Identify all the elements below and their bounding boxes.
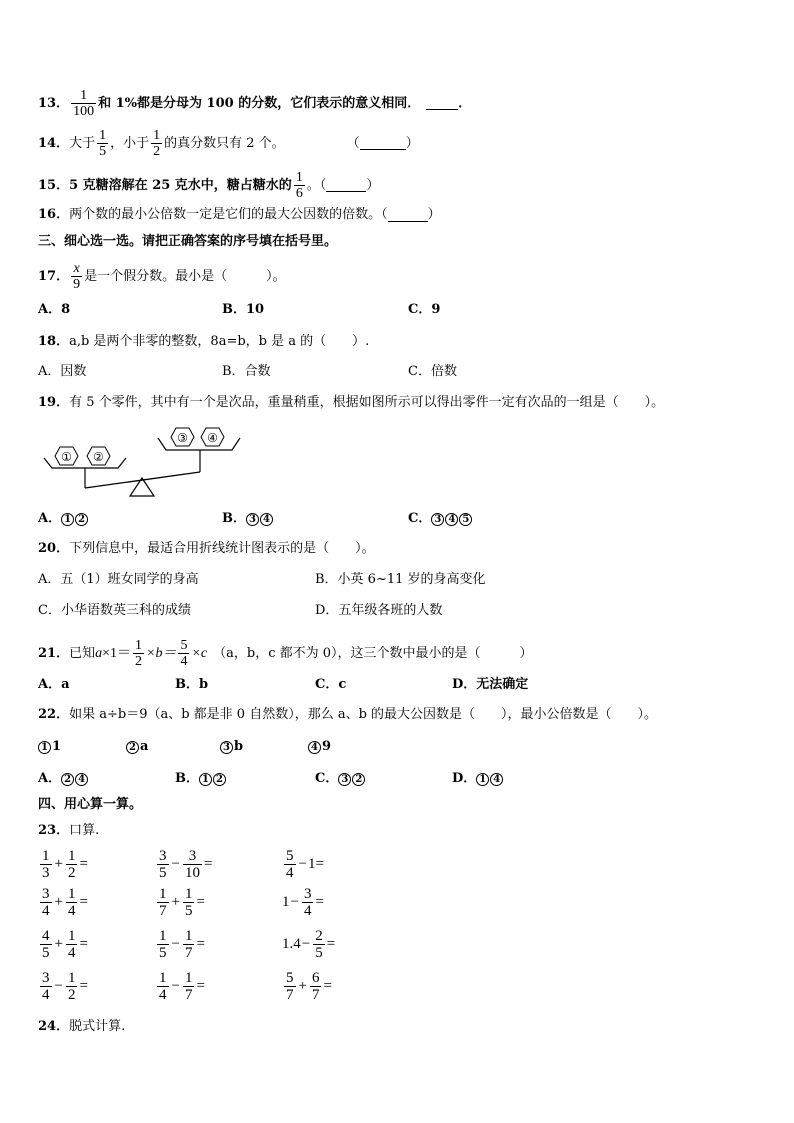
choice-4: 4 9 — [308, 738, 331, 756]
question-number: 20． — [38, 541, 70, 556]
section-heading-3: 三、细心选一选。请把正确答案的序号填在括号里。 — [38, 234, 338, 249]
answer-blank[interactable] — [388, 209, 428, 222]
choice-3: 3 b — [220, 738, 243, 756]
question-number: 22． — [38, 707, 70, 722]
calc-item: $\frac{5}{7}$ + $\frac{6}{7}$ = — [286, 970, 332, 1003]
question-number: 18． — [38, 334, 70, 349]
option-c[interactable]: C．9 — [408, 302, 441, 317]
fraction: $\frac{1}{4}$ — [159, 970, 167, 1003]
fraction: $\frac{1}{7}$ — [184, 970, 193, 1003]
option-c[interactable]: C． 3 2 — [315, 770, 366, 788]
calc-item: $\frac{4}{5}$ + $\frac{1}{4}$ = — [42, 928, 88, 961]
choice-2: 2 a — [126, 738, 148, 756]
option-a[interactable]: A．a — [38, 677, 70, 692]
fraction: $\frac{1}{2}$ — [153, 128, 161, 159]
question-number: 23． — [38, 823, 70, 838]
question-number: 15． — [38, 177, 70, 193]
option-b[interactable]: B． 3 4 — [222, 510, 274, 528]
fraction: $\frac{x}{9}$ — [73, 261, 81, 292]
fraction: $\frac{1}{7}$ — [159, 886, 167, 919]
option-a[interactable]: A． 1 2 — [38, 510, 89, 528]
option-d[interactable]: D． 1 4 — [452, 770, 504, 788]
question-20 — [38, 540, 375, 558]
fraction: $\frac{1}{3}$ — [42, 848, 50, 881]
answer-blank[interactable] — [426, 97, 458, 110]
part-1-label: ① — [61, 450, 72, 464]
calc-item: $\frac{1}{5}$ − $\frac{1}{7}$ = — [159, 928, 205, 961]
fraction: $\frac{1}{5}$ — [184, 886, 193, 919]
question-number: 19． — [38, 395, 70, 410]
fraction: $\frac{6}{7}$ — [311, 970, 320, 1003]
question-number: 21． — [38, 645, 70, 661]
calc-item: $\frac{5}{4}$ − 1 = — [286, 848, 324, 881]
fraction: $\frac{3}{4}$ — [303, 886, 312, 919]
option-c[interactable]: C．小华语数英三科的成绩 — [38, 603, 191, 618]
fraction: $\frac{5}{7}$ — [286, 970, 294, 1003]
question-13: 13． $\frac{1}{100}$ 和 1%都是分母为 100 的分数，它们表示的意义相同． ． — [38, 88, 472, 119]
option-a[interactable]: A．五（1）班女同学的身高 — [38, 572, 199, 587]
option-c[interactable]: C．倍数 — [408, 364, 457, 379]
calc-item: $\frac{1}{7}$ + $\frac{1}{5}$ = — [159, 886, 205, 919]
fraction: $\frac{5}{4}$ — [286, 848, 294, 881]
fraction: $\frac{1}{6}$ — [295, 170, 303, 201]
part-2-label: ② — [93, 450, 104, 464]
question-18 — [38, 333, 369, 351]
option-a[interactable]: A．因数 — [38, 364, 87, 379]
question-number: 17． — [38, 268, 70, 284]
answer-blank[interactable] — [326, 179, 366, 192]
question-22 — [38, 706, 657, 724]
section-heading-4: 四、用心算一算。 — [38, 797, 143, 812]
question-16: 16． 两个数的最小公倍数一定是它们的最大公因数的倍数。（ ） — [38, 207, 441, 222]
fraction: $\frac{1}{7}$ — [184, 928, 193, 961]
fraction: $\frac{4}{5}$ — [42, 928, 50, 961]
fraction: $\frac{3}{4}$ — [42, 970, 50, 1003]
fraction: $\frac{5}{4}$ — [180, 638, 188, 669]
fraction: $\frac{2}{5}$ — [315, 928, 323, 961]
option-d[interactable]: D．无法确定 — [452, 677, 529, 692]
fraction: $\frac{1}{2}$ — [67, 848, 76, 881]
option-d[interactable]: D．五年级各班的人数 — [315, 603, 443, 618]
fraction: $\frac{1}{4}$ — [67, 886, 76, 919]
question-text: a,b 是两个非零的整数，8a=b，b 是 a 的（ ）. — [69, 334, 370, 349]
part-4-label: ④ — [207, 431, 218, 445]
question-15: 15． 5 克糖溶解在 25 克水中，糖占糖水的 $\frac{1}{6}$ 。（ ） — [38, 170, 380, 201]
fraction: $\frac{1}{100}$ — [73, 88, 95, 119]
option-b[interactable]: B．b — [175, 677, 209, 692]
balance-scale-figure — [40, 422, 250, 502]
option-b[interactable]: B．小英 6~11 岁的身高变化 — [315, 572, 486, 587]
option-b[interactable]: B．合数 — [222, 364, 271, 379]
calc-item: $\frac{1}{4}$ − $\frac{1}{7}$ = — [159, 970, 205, 1003]
question-text: 下列信息中，最适合用折线统计图表示的是（ ）。 — [69, 541, 375, 556]
question-title: 口算. — [69, 823, 100, 838]
question-text: 两个数的最小公倍数一定是它们的最大公因数的倍数。（ — [69, 207, 388, 222]
option-a[interactable]: A．8 — [38, 302, 71, 317]
choice-1: 1 1 — [38, 738, 61, 756]
option-b[interactable]: B． 1 2 — [175, 770, 227, 788]
question-text: 如果 a÷b＝9（a、b 都是非 0 自然数），那么 a、b 的最大公因数是（ ），最小公倍数是（ ）。 — [69, 707, 658, 722]
calc-item: 1 − $\frac{3}{4}$ = — [282, 886, 324, 919]
calc-item: $\frac{1}{3}$ + $\frac{1}{2}$ = — [42, 848, 88, 881]
question-title: 脱式计算. — [69, 1019, 126, 1034]
calc-item: $\frac{3}{4}$ − $\frac{1}{2}$ = — [42, 970, 88, 1003]
answer-blank[interactable] — [360, 137, 406, 150]
fraction: $\frac{3}{5}$ — [159, 848, 167, 881]
calc-item: 1.4 − $\frac{2}{5}$ = — [282, 928, 336, 961]
fraction: $\frac{1}{5}$ — [99, 128, 107, 159]
part-3-label: ③ — [177, 431, 188, 445]
question-21: 21． 已知 a ×1＝ $\frac{1}{2}$ ×b＝ $\frac{5}{4}$ ×c （a，b，c 都不为 0），这三个数中最小的是（ ） — [38, 638, 533, 669]
option-c[interactable]: C．c — [315, 677, 347, 692]
question-23 — [38, 822, 99, 840]
question-text: 是一个假分数。最小是（ ）。 — [84, 268, 286, 284]
fraction: $\frac{1}{2}$ — [67, 970, 76, 1003]
option-c[interactable]: C． 3 4 5 — [408, 510, 473, 528]
option-a[interactable]: A． 2 4 — [38, 770, 89, 788]
fraction: $\frac{3}{10}$ — [184, 848, 200, 881]
question-number: 16． — [38, 207, 70, 222]
fraction: $\frac{1}{5}$ — [159, 928, 167, 961]
fraction: $\frac{1}{4}$ — [67, 928, 76, 961]
question-14: 14． 大于 $\frac{1}{5}$ ，小于 $\frac{1}{2}$ 的真分数只有 2 个。 （ ） — [38, 128, 419, 159]
calc-item: $\frac{3}{4}$ + $\frac{1}{4}$ = — [42, 886, 88, 919]
question-number: 14． — [38, 135, 70, 151]
question-text: 和 1%都是分母为 100 的分数，它们表示的意义相同． — [98, 95, 421, 111]
question-text: 有 5 个零件，其中有一个是次品，重量稍重，根据如图所示可以得出零件一定有次品的一组是（ ）。 — [69, 395, 665, 410]
option-b[interactable]: B．10 — [222, 302, 265, 317]
calc-item: $\frac{3}{5}$ − $\frac{3}{10}$ = — [159, 848, 213, 881]
question-17 — [38, 261, 286, 292]
question-number: 24． — [38, 1019, 70, 1034]
fraction: $\frac{1}{2}$ — [135, 638, 143, 669]
fraction: $\frac{3}{4}$ — [42, 886, 50, 919]
question-24 — [38, 1018, 125, 1036]
question-19 — [38, 394, 664, 412]
question-number: 13． — [38, 95, 70, 111]
